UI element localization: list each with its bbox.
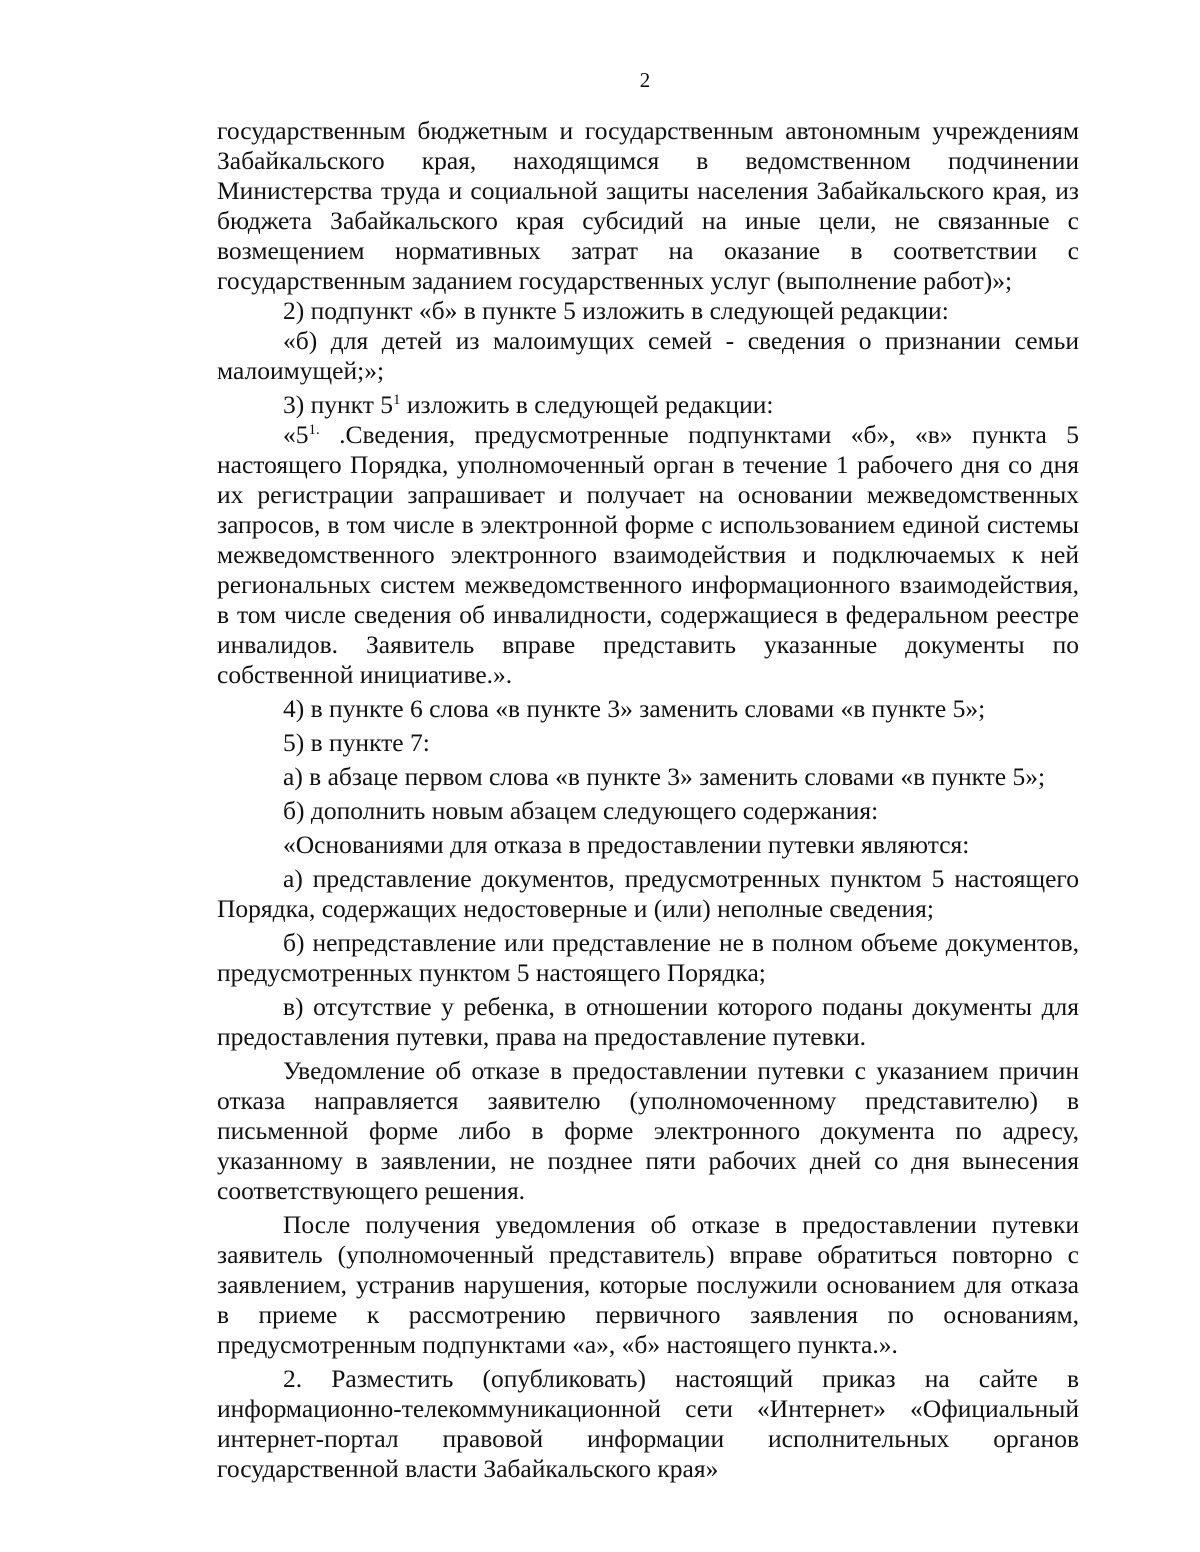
page-number: 2: [639, 68, 651, 92]
point-5-1-superscript: 1.: [308, 422, 320, 438]
paragraph-refusal-grounds: «Основаниями для отказа в предоставлении путевки являются:: [283, 830, 970, 859]
paragraph-reapply: После получения уведомления об отказе в предоставлении путевки заявитель (уполномоченный представитель) вправе обратиться повторно с заявлением, устранив нарушения, которые послужили основанием для отказа в приеме к рассмотрению первичного заявления по основаниям, предусмотренным подпунктами «а», «б» настоящего пункта.».: [217, 1210, 1079, 1359]
paragraph-subpoint-a: а) в абзаце первом слова «в пункте 3» заменить словами «в пункте 5»;: [283, 762, 1046, 791]
paragraph-amendment-2: 2) подпункт «б» в пункте 5 изложить в следующей редакции:: [283, 296, 949, 325]
paragraph-subpoint-b: «б) для детей из малоимущих семей - сведения о признании семьи малоимущей;»;: [217, 326, 1079, 385]
paragraph-refusal-notice: Уведомление об отказе в предоставлении путевки с указанием причин отказа направляется заявителю (уполномоченному представителю) в письменной форме либо в форме электронного документа по адресу, указанному в заявлении, не позднее пяти рабочих дней со дня вынесения соответствующего решения.: [217, 1056, 1079, 1205]
document-body: [217, 116, 1079, 1484]
amendment-3-text-end: изложить в следующей редакции:: [400, 390, 774, 419]
paragraph-amendment-3: [217, 390, 1079, 420]
paragraph-intro: государственным бюджетным и государственным автономным учреждениям Забайкальского края, находящимся в ведомственном подчинении Министерства труда и социальной защиты населения Забайкальского края, из бюджета Забайкальского края субсидий на иные цели, не связанные с возмещением нормативных затрат на оказание в соответствии с государственным заданием государственных услуг (выполнение работ)»;: [217, 116, 1079, 295]
paragraph-ground-b: б) непредставление или представление не в полном объеме документов, предусмотренных пунктом 5 настоящего Порядка;: [217, 928, 1079, 987]
paragraph-ground-a: а) представление документов, предусмотренных пунктом 5 настоящего Порядка, содержащих недостоверные и (или) неполные сведения;: [217, 864, 1079, 923]
paragraph-publish-order: 2. Разместить (опубликовать) настоящий приказ на сайте в информационно-телекоммуникационной сети «Интернет» «Официальный интернет-портал правовой информации исполнительных органов государственной власти Забайкальского края»: [217, 1364, 1079, 1483]
point-5-1-text-start: «5: [283, 420, 309, 449]
paragraph-ground-c: в) отсутствие у ребенка, в отношении которого поданы документы для предоставления путевки, права на предоставление путевки.: [217, 992, 1079, 1051]
paragraph-point-5-1: [217, 420, 1079, 690]
paragraph-amendment-5: 5) в пункте 7:: [283, 728, 430, 757]
amendment-3-text-start: 3) пункт 5: [283, 390, 393, 419]
point-5-1-text-end: .Сведения, предусмотренные подпунктами «б», «в» пункта 5 настоящего Порядка, уполномоченный орган в течение 1 рабочего дня со дня их регистрации запрашивает и получает на основании межведомственных запросов, в том числе в электронной форме с использованием единой системы межведомственного электронного взаимодействия и подключаемых к ней региональных систем межведомственного информационного взаимодействия, в том числе сведения об инвалидности, содержащиеся в федеральном реестре инвалидов. Заявитель вправе представить указанные документы по собственной инициативе.».: [217, 420, 1079, 689]
paragraph-amendment-4: 4) в пункте 6 слова «в пункте 3» заменить словами «в пункте 5»;: [283, 694, 986, 723]
amendment-3-superscript: 1: [392, 392, 401, 408]
paragraph-subpoint-b-add: б) дополнить новым абзацем следующего содержания:: [283, 796, 879, 825]
